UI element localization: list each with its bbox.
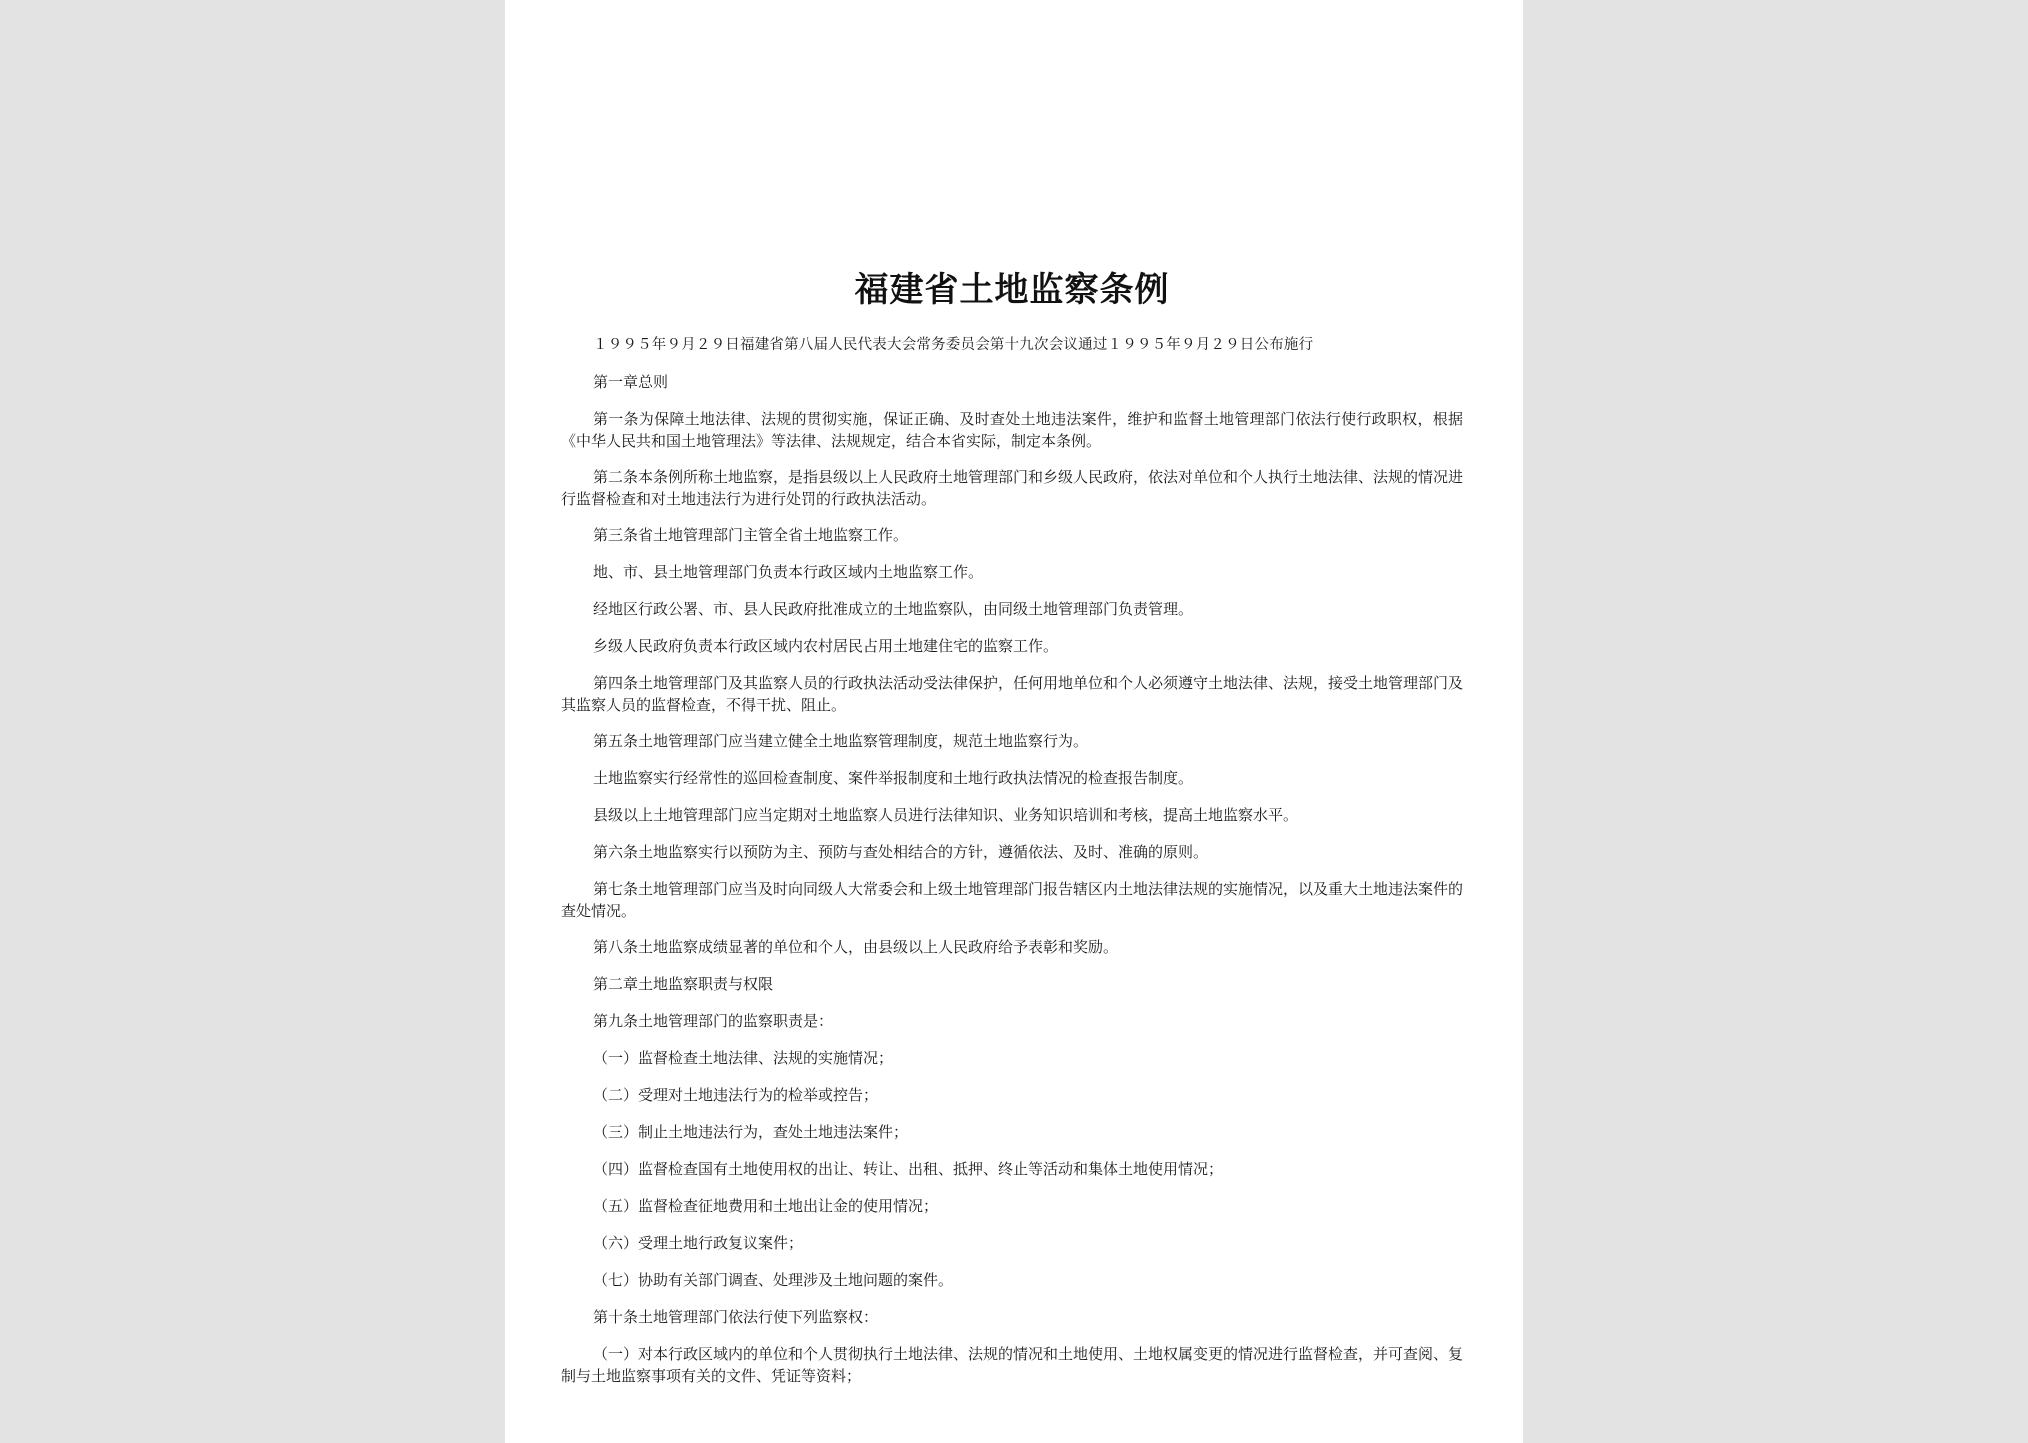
document-page bbox=[505, 0, 1523, 1443]
article-paragraph: 地、市、县土地管理部门负责本行政区域内土地监察工作。 bbox=[593, 563, 984, 581]
article-paragraph: 第六条土地监察实行以预防为主、预防与查处相结合的方针，遵循依法、及时、准确的原则。 bbox=[593, 843, 1209, 861]
article-paragraph: 第八条土地监察成绩显著的单位和个人，由县级以上人民政府给予表彰和奖励。 bbox=[593, 938, 1119, 956]
article-paragraph: 第九条土地管理部门的监察职责是： bbox=[593, 1012, 834, 1030]
list-item: （一）监督检查土地法律、法规的实施情况； bbox=[593, 1049, 894, 1067]
list-item: （四）监督检查国有土地使用权的出让、转让、出租、抵押、终止等活动和集体土地使用情况； bbox=[593, 1160, 1224, 1178]
article-paragraph: 第十条土地管理部门依法行使下列监察权： bbox=[593, 1308, 879, 1326]
list-item: （一）对本行政区域内的单位和个人贯彻执行土地法律、法规的情况和土地使用、土地权属变更的情况进行监督检查，并可查阅、复制与土地监察事项有关的文件、凭证等资料； bbox=[561, 1345, 1464, 1385]
article-paragraph: 第三条省土地管理部门主管全省土地监察工作。 bbox=[593, 526, 909, 544]
list-item: （七）协助有关部门调查、处理涉及土地问题的案件。 bbox=[593, 1271, 954, 1289]
document-title: 福建省土地监察条例 bbox=[854, 270, 1170, 310]
article-paragraph: 第四条土地管理部门及其监察人员的行政执法活动受法律保护，任何用地单位和个人必须遵守土地法律、法规，接受土地管理部门及其监察人员的监督检查，不得干扰、阻止。 bbox=[561, 674, 1464, 714]
article-paragraph: 县级以上土地管理部门应当定期对土地监察人员进行法律知识、业务知识培训和考核，提高土地监察水平。 bbox=[593, 806, 1299, 824]
adoption-note: １９９５年９月２９日福建省第八届人民代表大会常务委员会第十九次会议通过１９９５年９月２９日公布施行 bbox=[593, 337, 1314, 353]
list-item: （六）受理土地行政复议案件； bbox=[593, 1234, 804, 1252]
article-paragraph: 第一条为保障土地法律、法规的贯彻实施，保证正确、及时查处土地违法案件，维护和监督土地管理部门依法行使行政职权，根据《中华人民共和国土地管理法》等法律、法规规定，结合本省实际，制定本条例。 bbox=[561, 410, 1463, 450]
article-paragraph: 乡级人民政府负责本行政区域内农村居民占用土地建住宅的监察工作。 bbox=[593, 637, 1059, 655]
article-paragraph: 经地区行政公署、市、县人民政府批准成立的土地监察队，由同级土地管理部门负责管理。 bbox=[593, 600, 1194, 618]
chapter-heading: 第二章土地监察职责与权限 bbox=[593, 975, 774, 993]
list-item: （三）制止土地违法行为，查处土地违法案件； bbox=[593, 1123, 909, 1141]
article-paragraph: 第七条土地管理部门应当及时向同级人大常委会和上级土地管理部门报告辖区内土地法律法规的实施情况，以及重大土地违法案件的查处情况。 bbox=[561, 880, 1464, 920]
article-paragraph: 第五条土地管理部门应当建立健全土地监察管理制度，规范土地监察行为。 bbox=[593, 732, 1089, 750]
list-item: （二）受理对土地违法行为的检举或控告； bbox=[593, 1086, 879, 1104]
article-paragraph: 第二条本条例所称土地监察，是指县级以上人民政府土地管理部门和乡级人民政府，依法对单位和个人执行土地法律、法规的情况进行监督检查和对土地违法行为进行处罚的行政执法活动。 bbox=[561, 468, 1464, 508]
chapter-heading: 第一章总则 bbox=[593, 373, 669, 391]
article-paragraph: 土地监察实行经常性的巡回检查制度、案件举报制度和土地行政执法情况的检查报告制度。 bbox=[593, 769, 1194, 787]
list-item: （五）监督检查征地费用和土地出让金的使用情况； bbox=[593, 1197, 939, 1215]
